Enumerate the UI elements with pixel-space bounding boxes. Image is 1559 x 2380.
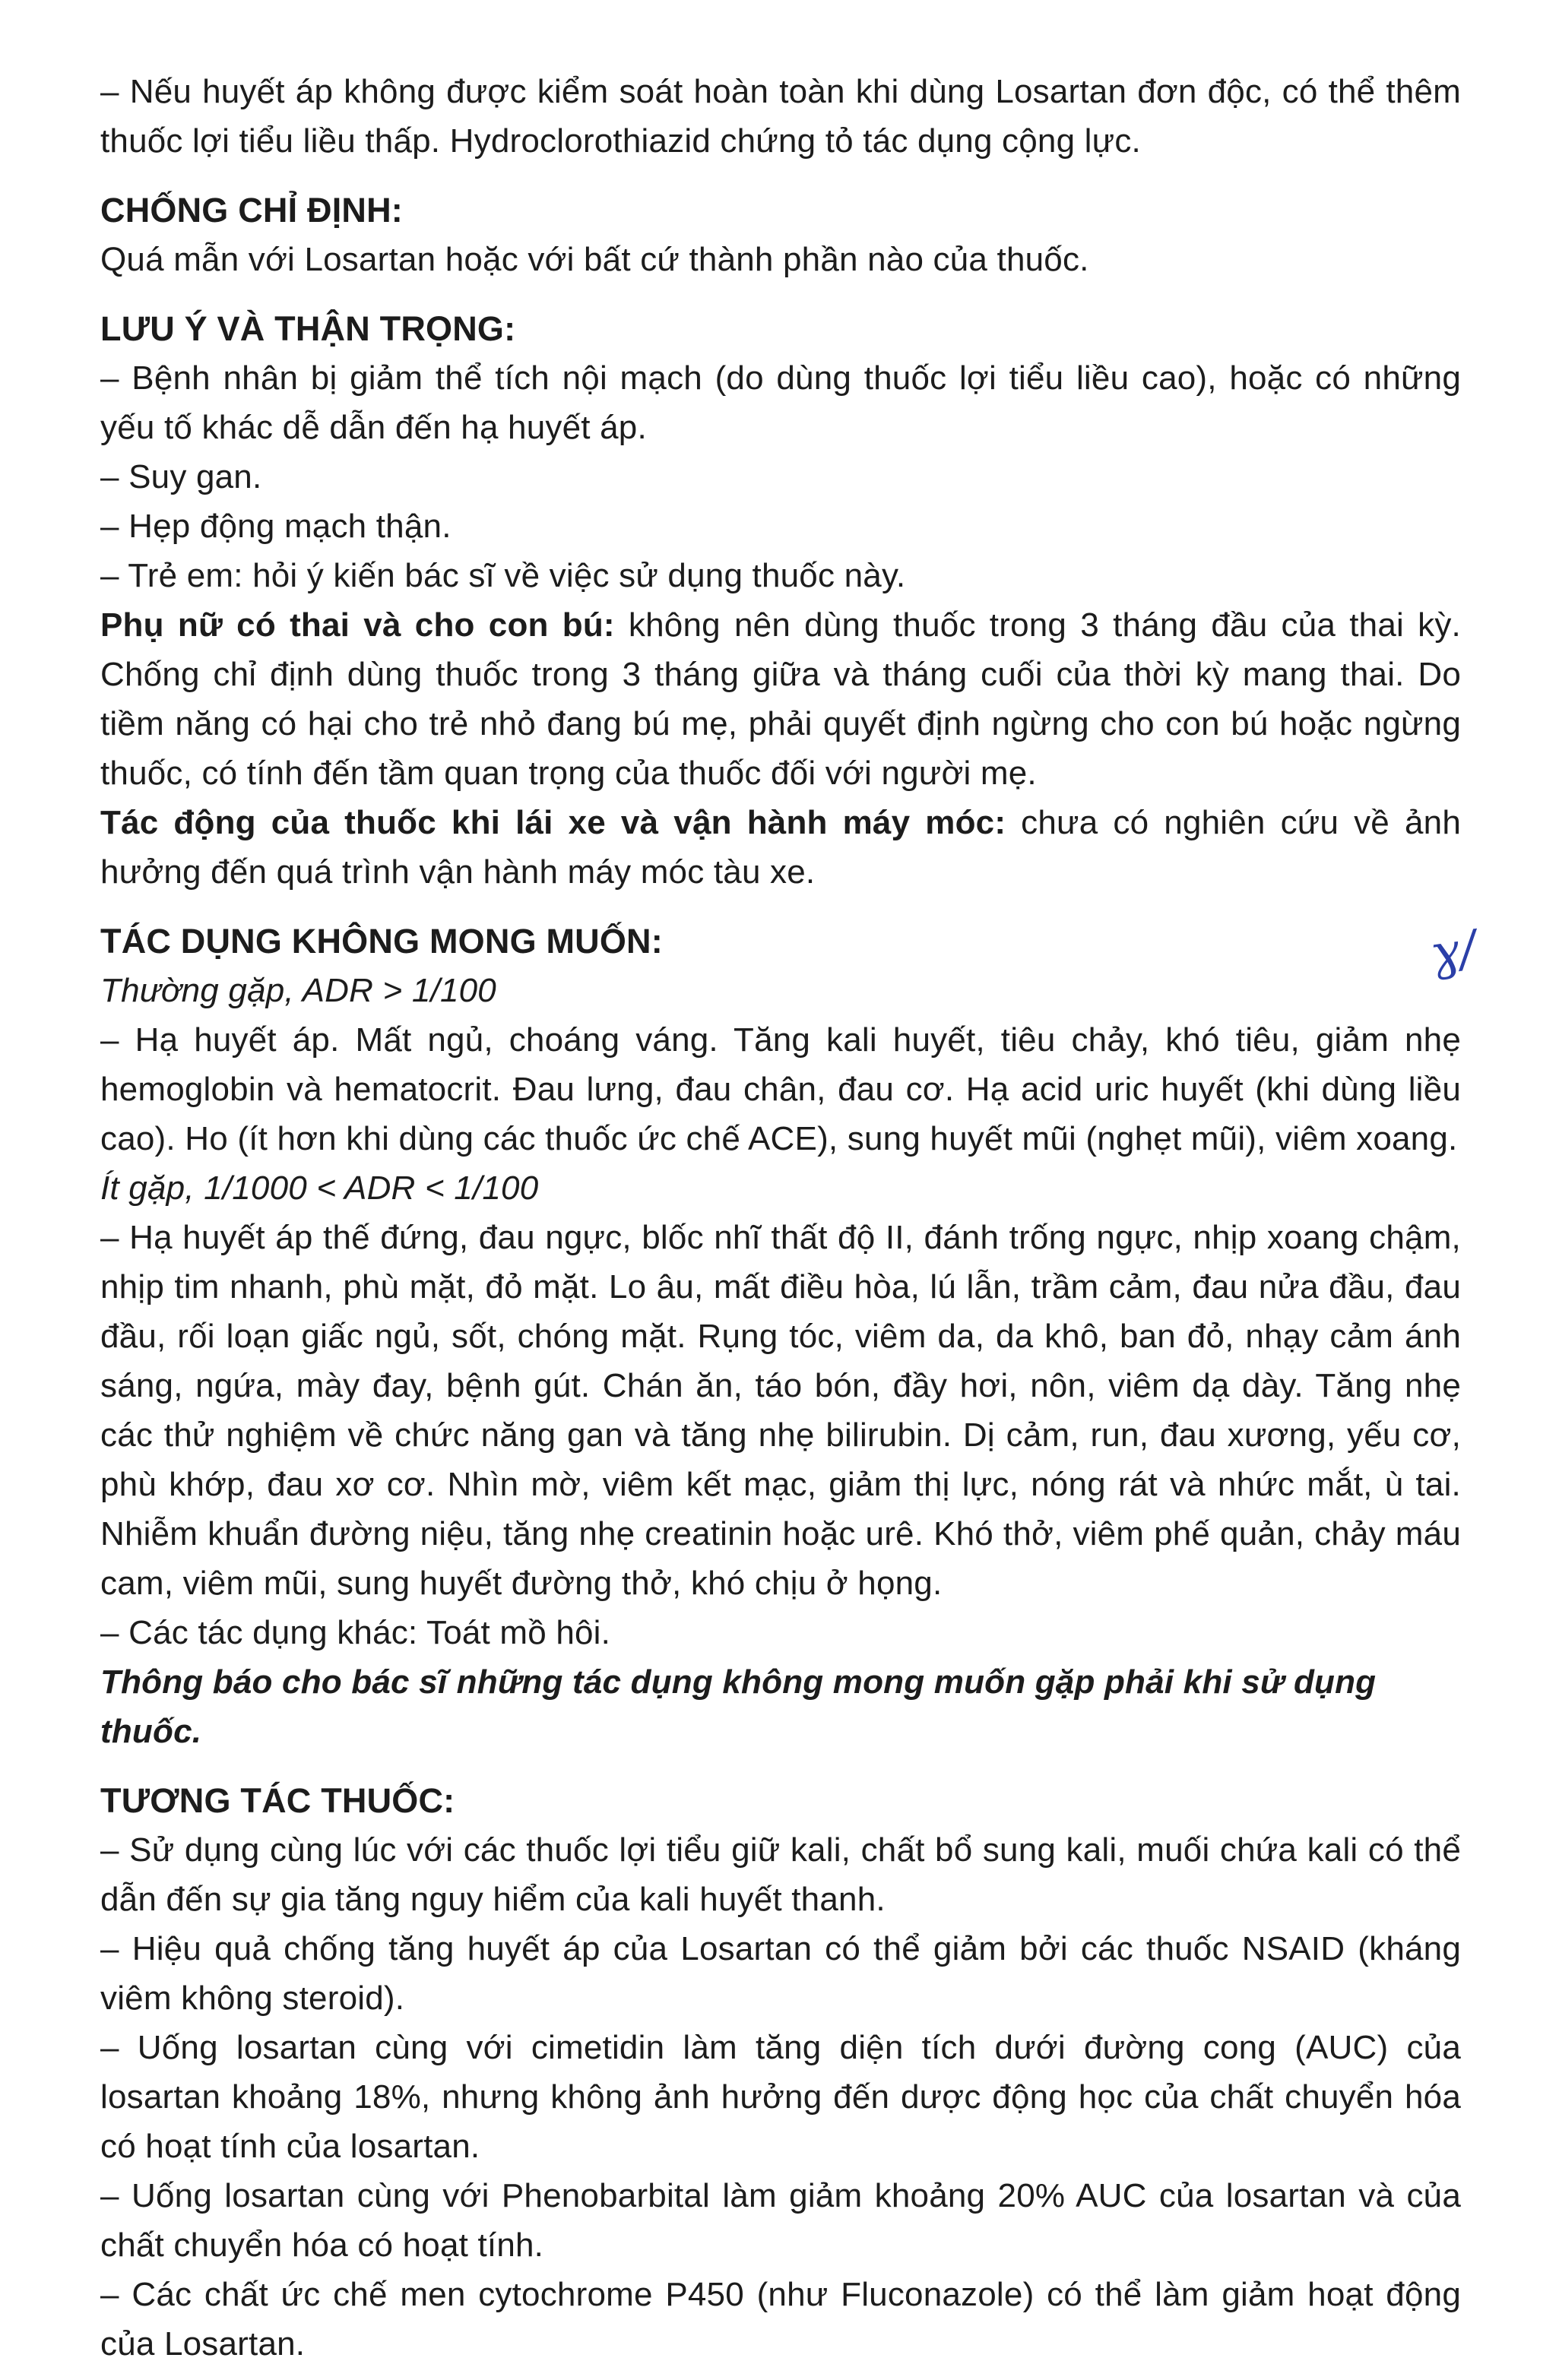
contraindications-text: Quá mẫn với Losartan hoặc với bất cứ thành phần nào của thuốc. <box>100 241 1089 278</box>
rare-effects-text: – Hạ huyết áp thế đứng, đau ngực, blốc nhĩ thất độ II, đánh trống ngực, nhịp xoang chậm, nhịp tim nhanh, phù mặt, đỏ mặt. Lo âu, mất điều hòa, lú lẫn, trầm cảm, đau nửa đầu, đau đầu, rối loạn giấc ngủ, sốt, chóng mặt. Rụng tóc, viêm da, da khô, ban đỏ, nhạy cảm ánh sáng, ngứa, mày đay, bệnh gút. Chán ăn, táo bón, đầy hơi, nôn, viêm dạ dày. Tăng nhẹ các thử nghiệm về chức năng gan và tăng nhẹ bilirubin. Dị cảm, run, đau xương, yếu cơ, phù khớp, đau xơ cơ. Nhìn mờ, viêm kết mạc, giảm thị lực, nóng rát và nhức mắt, ù tai. Nhiễm khuẩn đường niệu, tăng nhẹ creatinin hoặc urê. Khó thở, viêm phế quản, chảy máu cam, viêm mũi, sung huyết đường thở, khó chịu ở họng. <box>100 1219 1461 1602</box>
interaction-item: – Uống losartan cùng với cimetidin làm tăng diện tích dưới đường cong (AUC) của losartan khoảng 18%, nhưng không ảnh hưởng đến dược động học của chất chuyển hóa có hoạt tính của losartan. <box>100 2029 1461 2165</box>
adverse-effects-heading: TÁC DỤNG KHÔNG MONG MUỐN: <box>100 922 663 961</box>
intro-paragraph: – Nếu huyết áp không được kiểm soát hoàn toàn khi dùng Losartan đơn độc, có thể thêm thuốc lợi tiểu liều thấp. Hydroclorothiazid chứng tỏ tác dụng cộng lực. <box>100 73 1461 160</box>
pregnancy-paragraph <box>100 600 1461 798</box>
driving-label: Tác động của thuốc khi lái xe và vận hành máy móc: <box>100 804 1006 841</box>
common-effects-text: – Hạ huyết áp. Mất ngủ, choáng váng. Tăng kali huyết, tiêu chảy, khó tiêu, giảm nhẹ hemoglobin và hematocrit. Đau lưng, đau chân, đau cơ. Hạ acid uric huyết (khi dùng liều cao). Ho (ít hơn khi dùng các thuốc ức chế ACE), sung huyết mũi (nghẹt mũi), viêm xoang. <box>100 1021 1461 1157</box>
driving-paragraph <box>100 798 1461 897</box>
handwritten-margin-mark: ɣ/ <box>1427 920 1480 983</box>
precaution-item: – Suy gan. <box>100 458 262 495</box>
other-effects-text: – Các tác dụng khác: Toát mồ hôi. <box>100 1614 611 1651</box>
common-frequency-label: Thường gặp, ADR > 1/100 <box>100 972 496 1009</box>
precaution-item: – Bệnh nhân bị giảm thể tích nội mạch (do dùng thuốc lợi tiểu liều cao), hoặc có những yếu tố khác dễ dẫn đến hạ huyết áp. <box>100 359 1461 446</box>
document-page <box>100 67 1461 2369</box>
interaction-item: – Uống losartan cùng với Phenobarbital làm giảm khoảng 20% AUC của losartan và của chất chuyển hóa có hoạt tính. <box>100 2177 1461 2264</box>
interactions-heading: TƯƠNG TÁC THUỐC: <box>100 1781 455 1820</box>
adverse-notice: Thông báo cho bác sĩ những tác dụng không mong muốn gặp phải khi sử dụng thuốc. <box>100 1663 1377 1750</box>
driving-text: chưa có nghiên cứu về ảnh hưởng đến quá trình vận hành máy móc tàu xe. <box>100 804 1461 891</box>
interaction-item: – Các chất ức chế men cytochrome P450 (như Fluconazole) có thể làm giảm hoạt động của Losartan. <box>100 2276 1461 2363</box>
rare-frequency-label: Ít gặp, 1/1000 < ADR < 1/100 <box>100 1169 539 1207</box>
precaution-item: – Trẻ em: hỏi ý kiến bác sĩ về việc sử dụng thuốc này. <box>100 557 906 594</box>
interaction-item: – Sử dụng cùng lúc với các thuốc lợi tiểu giữ kali, chất bổ sung kali, muối chứa kali có thể dẫn đến sự gia tăng nguy hiểm của kali huyết thanh. <box>100 1831 1461 1918</box>
precautions-heading: LƯU Ý VÀ THẬN TRỌNG: <box>100 309 516 348</box>
pregnancy-label: Phụ nữ có thai và cho con bú: <box>100 606 615 644</box>
precaution-item: – Hẹp động mạch thận. <box>100 508 452 545</box>
pregnancy-text: không nên dùng thuốc trong 3 tháng đầu của thai kỳ. Chống chỉ định dùng thuốc trong 3 tháng giữa và tháng cuối của thời kỳ mang thai. Do tiềm năng có hại cho trẻ nhỏ đang bú mẹ, phải quyết định ngừng cho con bú hoặc ngừng thuốc, có tính đến tầm quan trọng của thuốc đối với người mẹ. <box>100 606 1461 792</box>
contraindications-heading: CHỐNG CHỈ ĐỊNH: <box>100 191 403 229</box>
interaction-item: – Hiệu quả chống tăng huyết áp của Losartan có thể giảm bởi các thuốc NSAID (kháng viêm không steroid). <box>100 1930 1461 2017</box>
